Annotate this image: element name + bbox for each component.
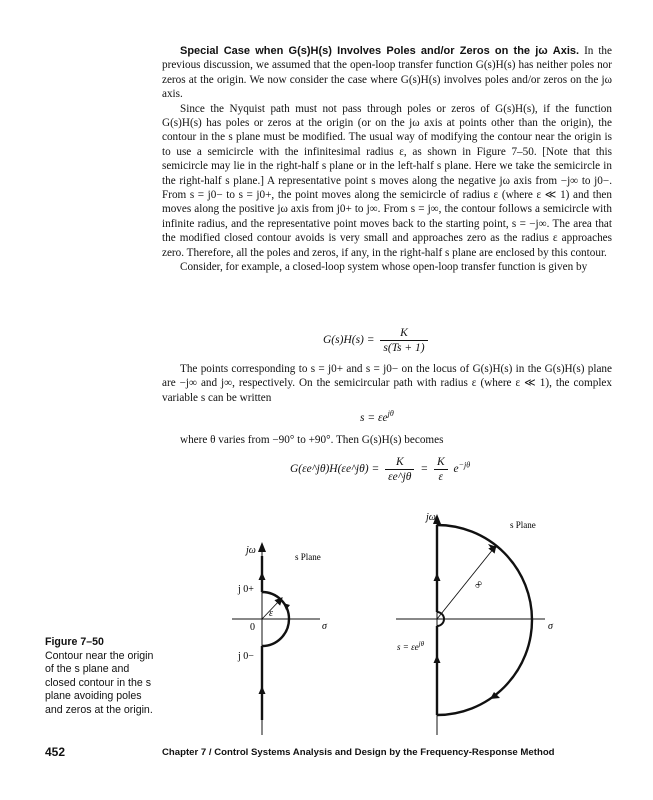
equation-3-denominator-1: εe^jθ bbox=[388, 471, 412, 483]
paragraph-3: Consider, for example, a closed-loop system whose open-loop transfer function is given by bbox=[180, 261, 588, 274]
right-large-semicircle bbox=[437, 525, 532, 715]
left-sigma-label: σ bbox=[322, 621, 327, 632]
figure-caption bbox=[45, 636, 155, 718]
left-j0minus-label: j 0− bbox=[238, 651, 254, 662]
left-arrow-up-1 bbox=[259, 572, 266, 580]
figure-number: Figure 7–50 bbox=[45, 636, 104, 648]
equation-3-numerator-2: K bbox=[434, 455, 448, 470]
right-s-label-text: s = εe bbox=[397, 642, 419, 652]
paragraph-2: Since the Nyquist path must not pass through poles or zeros of G(s)H(s), if the function G(s)H(s) has poles or zeros at the origin (or on the jω axis at points other than the origin), the contour in the s plane must be modified. The usual way of modifying the contour near the origin is to use a semicircle with the infinitesimal radius ε, as shown in Figure 7–50. [Note that this semicircle may lie in the right-half s plane or in the left-half s plane. Here we take the semicircle in the right-half s plane.] A representative point s moves along the negative jω axis from −j∞ to j0−. From s = j0− to s = j0+, the point moves along the semicircle of radius ε (where ε ≪ 1) and then moves along the positive jω axis from j0+ to j∞. From s = j∞, the contour follows a semicircle with infinite radius, and the representative point moves back to the starting point, s = −j∞. The area that the modified closed contour avoids is very small and approaches zero as the radius ε approaches zero. Therefore, all the poles and zeros, if any, in the right-half s plane are enclosed by this contour. bbox=[162, 102, 612, 259]
right-sigma-label: σ bbox=[548, 621, 553, 632]
equation-3-equals: = bbox=[420, 463, 429, 476]
right-jw-label: jω bbox=[426, 512, 436, 523]
equation-1-numerator: K bbox=[380, 326, 427, 341]
left-arrow-arc bbox=[283, 603, 290, 610]
equation-2-text: s = εe bbox=[360, 411, 388, 424]
figure-caption-text: Contour near the origin of the s plane and closed contour in the s plane avoiding poles and zeros at the origin. bbox=[45, 649, 154, 716]
left-arrow-up-2 bbox=[259, 686, 266, 694]
left-jw-label: jω bbox=[246, 545, 256, 556]
equation-3-tail: e bbox=[453, 463, 459, 476]
right-infinite-radius bbox=[437, 548, 494, 619]
running-footer: Chapter 7 / Control Systems Analysis and Design by the Frequency-Response Method bbox=[162, 747, 555, 758]
right-arrow-up-2 bbox=[434, 655, 441, 663]
right-arrow-up-1 bbox=[434, 573, 441, 581]
right-plane-label: s Plane bbox=[510, 520, 536, 530]
left-j0plus-label: j 0+ bbox=[238, 584, 254, 595]
left-plane-label: s Plane bbox=[295, 552, 321, 562]
equation-3-lhs: G(εe^jθ)H(εe^jθ) = bbox=[290, 463, 380, 476]
right-s-label-sup: jθ bbox=[418, 640, 425, 648]
equation-2-superscript: jθ bbox=[387, 409, 394, 418]
paragraph-1-text: In the previous discussion, we assumed that the open-loop transfer function G(s)H(s) has neither poles nor zeros at the origin. We now consider the case where G(s)H(s) involves poles and/or zeros on the jω axis. bbox=[162, 45, 612, 101]
equation-1-denominator: s(Ts + 1) bbox=[383, 342, 425, 354]
section-heading: Special Case when G(s)H(s) Involves Poles and/or Zeros on the jω Axis. bbox=[180, 45, 580, 57]
right-s-label bbox=[397, 640, 425, 652]
right-infinity-label: ∞ bbox=[471, 577, 486, 592]
paragraph-4: The points corresponding to s = j0+ and s = j0− on the locus of G(s)H(s) in the G(s)H(s) plane are −j∞ and j∞, respectively. On the semicircular path with radius ε (where ε ≪ 1), the complex variable s can be written bbox=[162, 363, 612, 404]
equation-3-numerator-1: K bbox=[385, 455, 414, 470]
left-jw-arrowhead bbox=[258, 542, 266, 552]
left-epsilon-label: ε bbox=[269, 608, 273, 619]
page-number: 452 bbox=[45, 745, 66, 759]
equation-1-lhs: G(s)H(s) = bbox=[323, 334, 375, 347]
paragraph-5: where θ varies from −90° to +90°. Then G(s)H(s) becomes bbox=[180, 434, 444, 446]
equation-3-denominator-2: ε bbox=[438, 471, 444, 483]
left-origin-label: 0 bbox=[250, 622, 255, 633]
equation-3-tail-superscript: −jθ bbox=[458, 460, 471, 470]
